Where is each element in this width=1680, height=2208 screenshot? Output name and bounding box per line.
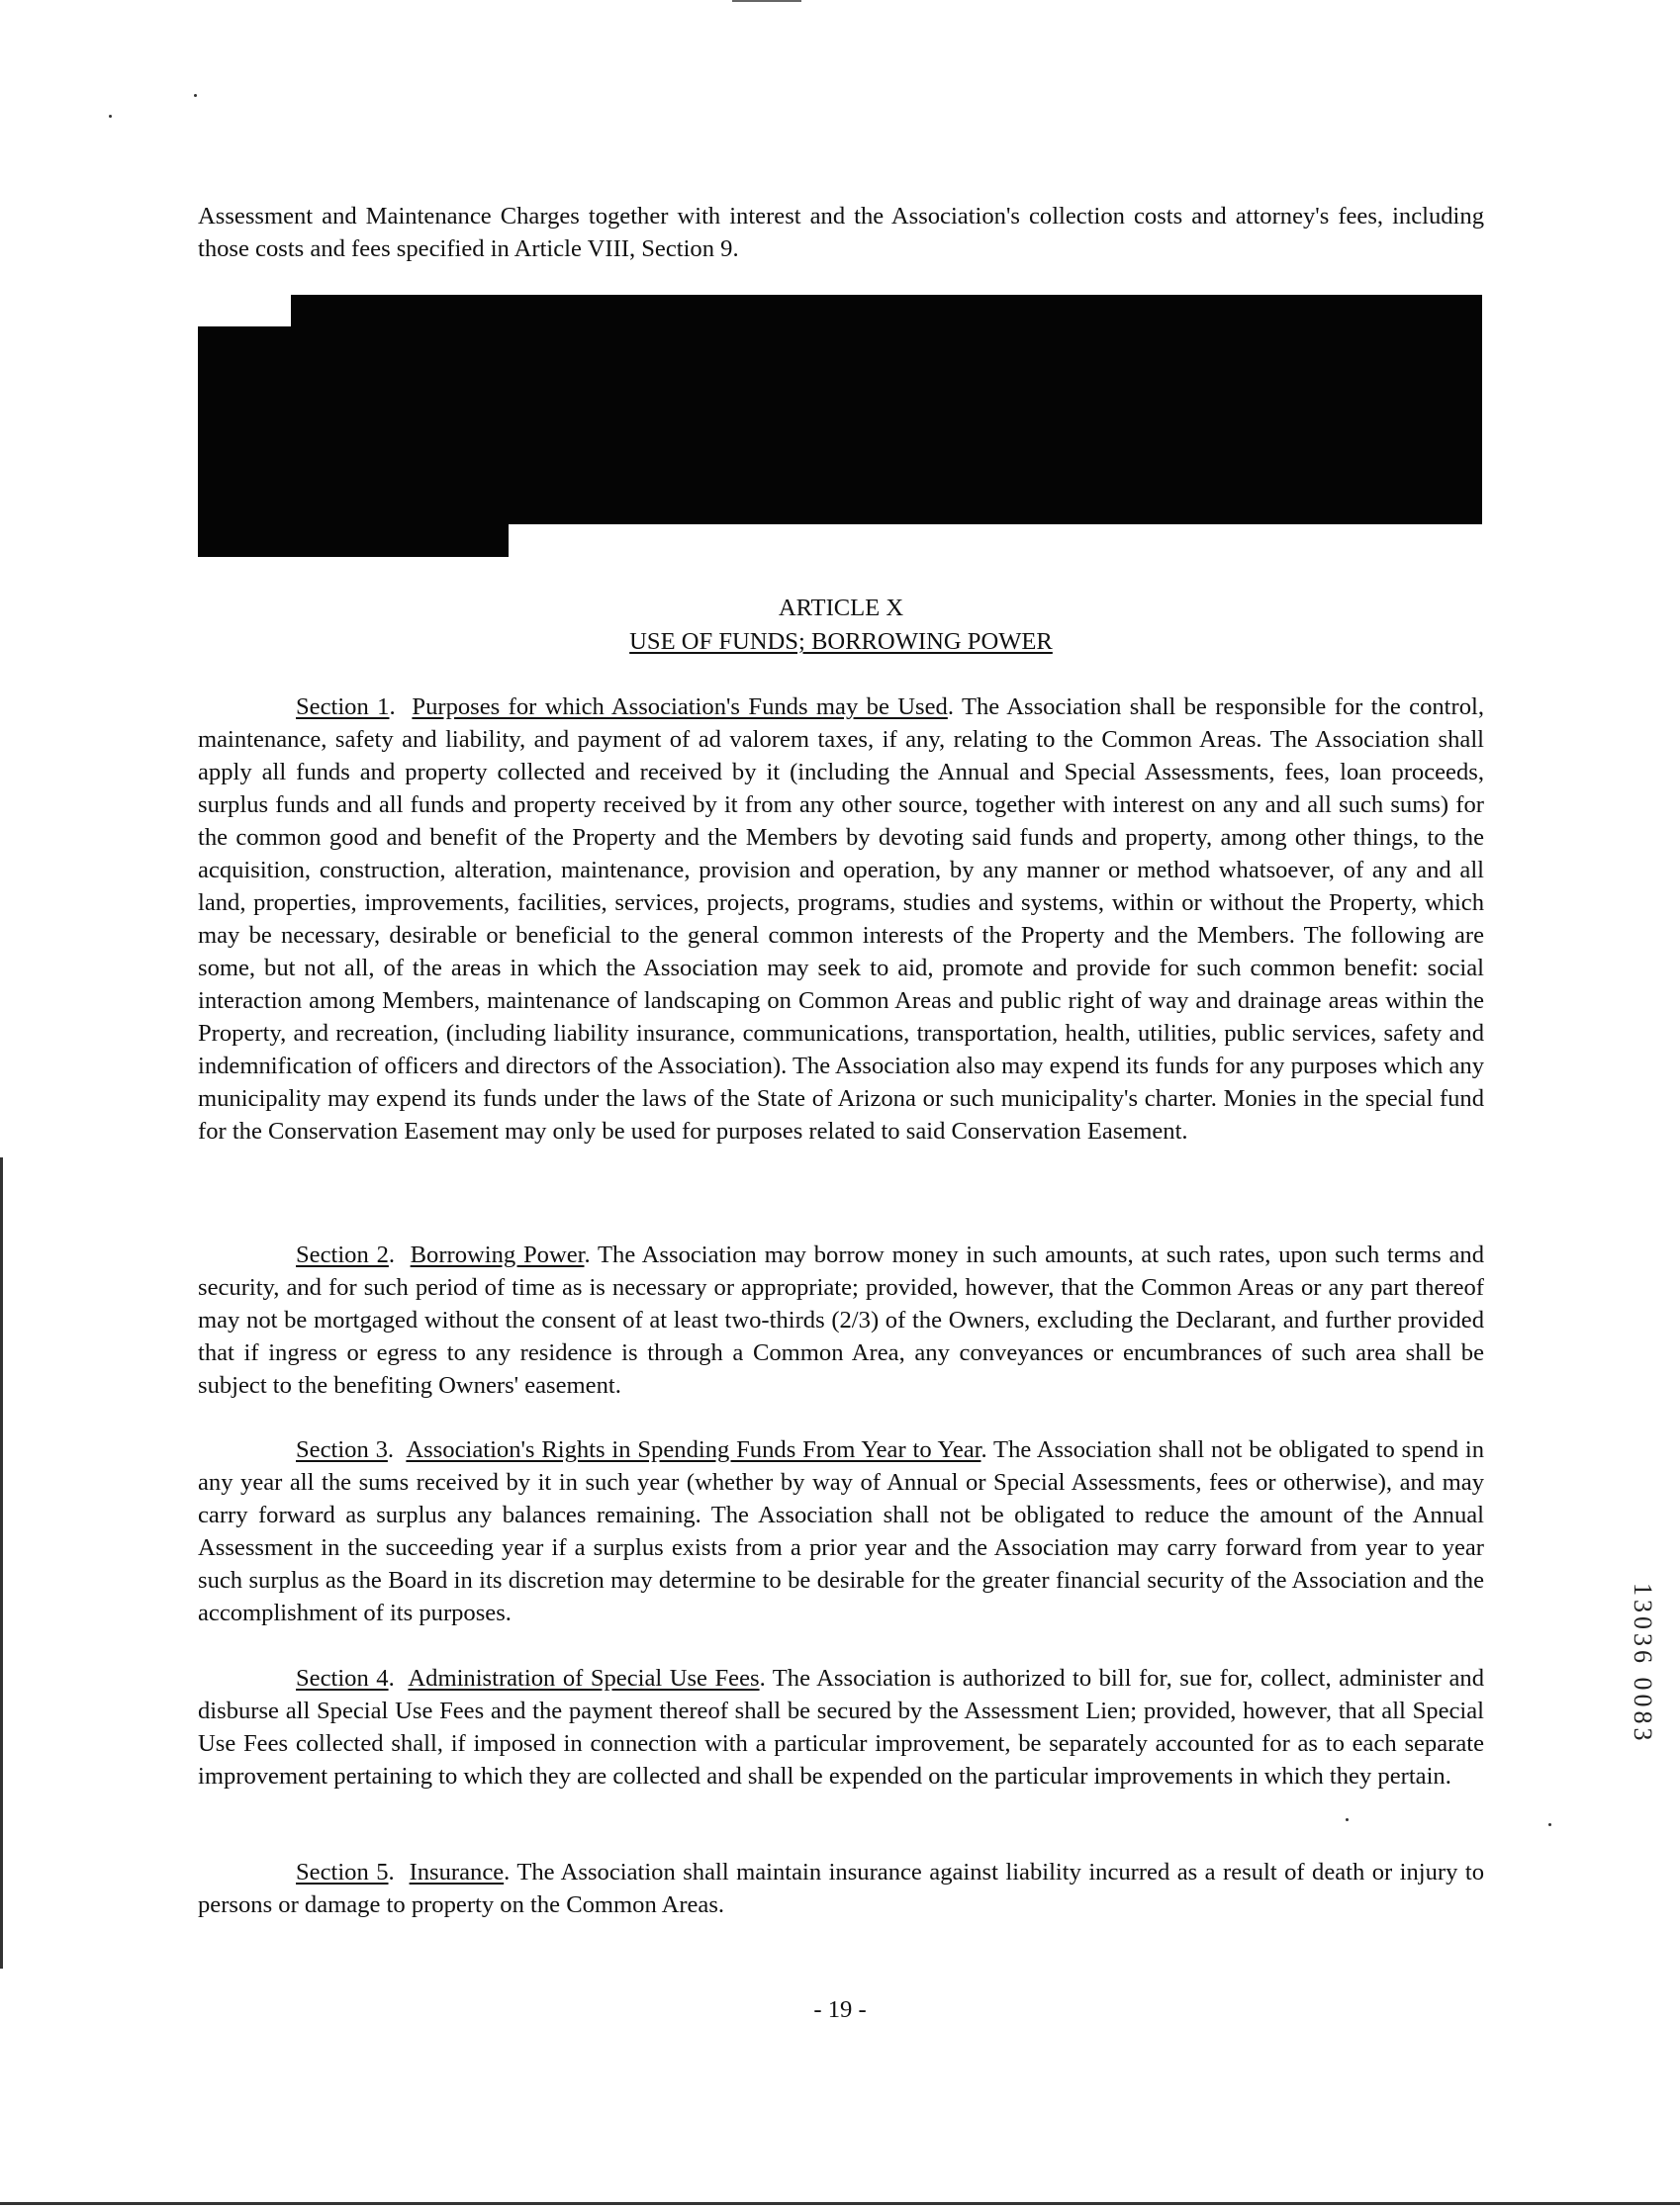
article-number: ARTICLE X bbox=[778, 595, 904, 621]
section-label: Section 3 bbox=[296, 1436, 388, 1463]
section-label: Section 2 bbox=[296, 1242, 389, 1268]
section-4: Section 4. Administration of Special Use Fees. The Association is authorized to bill for, sue for, collect, administer and disburse all Special Use Fees and the payment thereof shall be secured by the Assessment Lien; provided, however, that all Special Use Fees collected shall, if imposed in connection with a particular improvement, be separately accounted for as to each separate improvement pertaining to which they are collected and shall be expended on the particular improvements in which they pertain. bbox=[198, 1665, 1484, 1790]
section-heading: Association's Rights in Spending Funds From Year to Year bbox=[406, 1436, 981, 1463]
section-2: Section 2. Borrowing Power. The Association may borrow money in such amounts, at such rates, upon such terms and security, and for such period of time as is necessary or appropriate; provided, however, that the Common Areas or any part thereof may not be mortgaged without the consent of at least two-thirds (2/3) of the Owners, excluding the Declarant, and further provided that if ingress or egress to any residence is through a Common Area, any conveyances or encumbrances of such area shall be subject to the benefiting Owners' easement. bbox=[198, 1242, 1484, 1399]
redaction-block bbox=[198, 326, 317, 524]
scan-speck bbox=[1548, 1823, 1551, 1826]
section-heading: Insurance bbox=[409, 1859, 505, 1886]
section-3: Section 3. Association's Rights in Spending Funds From Year to Year. The Association shall not be obligated to spend in any year all the sums received by it in such year (whether by way of Annual or Special Assessments, fees or otherwise), and may carry forward as surplus any balances remaining. The Association shall not be obligated to reduce the amount of the Annual Assessment in the succeeding year if a surplus exists from a prior year and the Association may carry forward from year to year such surplus as the Board in its discretion may determine to be desirable for the greater financial security of the Association and the accomplishment of its purposes. bbox=[198, 1436, 1484, 1626]
section-body: The Association shall not be obligated to spend in any year all the sums received by it in such year (whether by way of Annual or Special Assessments, fees or otherwise), and may carry forward as surplus any balances remaining. The Association shall not be obligated to reduce the amount of the Annual Assessment in the succeeding year if a surplus exists from a prior year and the Association may carry forward from year to year such surplus as the Board in its discretion may determine to be desirable for the greater financial security of the Association and the accomplishment of its purposes. bbox=[198, 1436, 1484, 1626]
section-label: Section 4 bbox=[296, 1665, 389, 1692]
section-body: The Association may borrow money in such amounts, at such rates, upon such terms and security, and for such period of time as is necessary or appropriate; provided, however, that the Common Areas or any part thereof may not be mortgaged without the consent of at least two-thirds (2/3) of the Owners, excluding the Declarant, and further provided that if ingress or egress to any residence is through a Common Area, any conveyances or encumbrances of such area shall be subject to the benefiting Owners' easement. bbox=[198, 1242, 1484, 1399]
page-number: - 19 - bbox=[813, 1996, 867, 2023]
section-body: The Association shall maintain insurance against liability incurred as a result of death or injury to persons or damage to property on the Common Areas. bbox=[198, 1859, 1484, 1918]
section-body: The Association is authorized to bill for, sue for, collect, administer and disburse all Special Use Fees and the payment thereof shall be secured by the Assessment Lien; provided, however, that all Special Use Fees collected shall, if imposed in connection with a particular improvement, be separately accounted for as to each separate improvement pertaining to which they are collected and shall be expended on the particular improvements in which they pertain. bbox=[198, 1665, 1484, 1790]
section-heading: Purposes for which Association's Funds may be Used bbox=[412, 693, 948, 720]
scan-edge bbox=[0, 1157, 3, 1969]
scan-speck bbox=[1346, 1818, 1349, 1821]
redaction-block bbox=[291, 295, 1482, 524]
redaction-block bbox=[198, 519, 509, 557]
recording-stamp: 13036 0083 bbox=[1629, 1583, 1657, 1745]
section-label: Section 1 bbox=[296, 693, 390, 720]
scan-speck bbox=[194, 94, 197, 97]
scan-edge bbox=[0, 2202, 1680, 2205]
section-body: The Association shall be responsible for the control, maintenance, safety and liability, and payment of ad valorem taxes, if any, relating to the Common Areas. The Association shall apply all funds and property collected and received by it (including the Annual and Special Assessments, fees, loan proceeds, surplus funds and all funds and property received by it from any other source, together with interest on any and all such sums) for the common good and benefit of the Property and the Members by devoting said funds and property, among other things, to the acquisition, construction, alteration, maintenance, provision and operation, by any manner or method whatsoever, of any and all land, properties, improvements, facilities, services, projects, programs, studies and systems, within or without the Property, which may be necessary, desirable or beneficial to the general common interests of the Property and the Members. The following are some, but not all, of the areas in which the Association may seek to aid, promote and provide for such common benefit: social interaction among Members, maintenance of landscaping on Common Areas and public right of way and drainage areas within the Property, and recreation, (including liability insurance, communications, transportation, health, utilities, public services, safety and indemnification of officers and directors of the Association). The Association also may expend its funds for any purposes which any municipality may expend its funds under the laws of the State of Arizona or such municipality's charter. Monies in the special fund for the Conservation Easement may only be used for purposes related to said Conservation Easement. bbox=[198, 693, 1484, 1145]
section-heading: Administration of Special Use Fees bbox=[408, 1665, 760, 1692]
scan-speck bbox=[109, 115, 112, 118]
section-5: Section 5. Insurance. The Association shall maintain insurance against liability incurred as a result of death or injury to persons or damage to property on the Common Areas. bbox=[198, 1859, 1484, 1918]
article-title bbox=[198, 625, 1484, 658]
scan-mark bbox=[732, 0, 801, 2]
section-1: Section 1. Purposes for which Association's Funds may be Used. The Association shall be responsible for the control, maintenance, safety and liability, and payment of ad valorem taxes, if any, relating to the Common Areas. The Association shall apply all funds and property collected and received by it (including the Annual and Special Assessments, fees, loan proceeds, surplus funds and all funds and property received by it from any other source, together with interest on any and all such sums) for the common good and benefit of the Property and the Members by devoting said funds and property, among other things, to the acquisition, construction, alteration, maintenance, provision and operation, by any manner or method whatsoever, of any and all land, properties, improvements, facilities, services, projects, programs, studies and systems, within or without the Property, which may be necessary, desirable or beneficial to the general common interests of the Property and the Members. The following are some, but not all, of the areas in which the Association may seek to aid, promote and provide for such common benefit: social interaction among Members, maintenance of landscaping on Common Areas and public right of way and drainage areas within the Property, and recreation, (including liability insurance, communications, transportation, health, utilities, public services, safety and indemnification of officers and directors of the Association). The Association also may expend its funds for any purposes which any municipality may expend its funds under the laws of the State of Arizona or such municipality's charter. Monies in the special fund for the Conservation Easement may only be used for purposes related to said Conservation Easement. bbox=[198, 693, 1484, 1145]
section-label: Section 5 bbox=[296, 1859, 389, 1886]
section-heading: Borrowing Power bbox=[410, 1242, 585, 1268]
article-title-text: USE OF FUNDS; BORROWING POWER bbox=[629, 628, 1053, 655]
intro-paragraph: Assessment and Maintenance Charges together with interest and the Association's collection costs and attorney's fees, including those costs and fees specified in Article VIII, Section 9. bbox=[198, 203, 1484, 262]
